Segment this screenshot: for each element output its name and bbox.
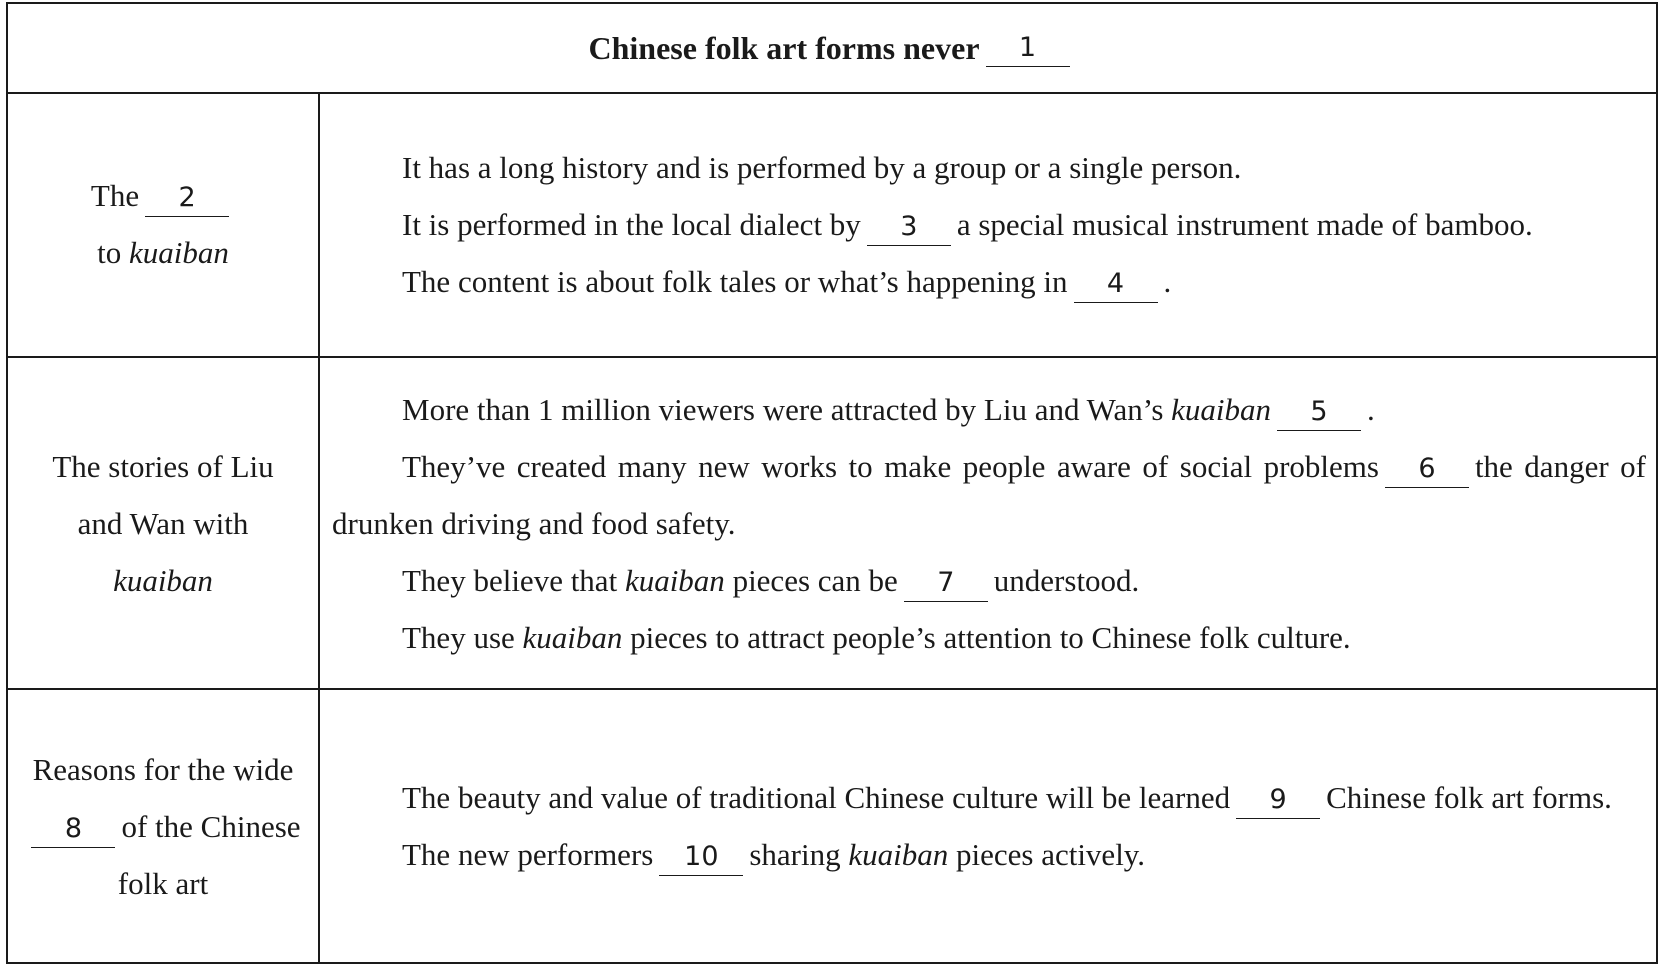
list-item: It has a long history and is performed by a group or a single person. (402, 149, 1242, 185)
title-text: Chinese folk art forms never (588, 29, 980, 66)
blank-3: 3 (867, 209, 951, 246)
row-content (320, 358, 1656, 688)
blank-4: 4 (1074, 266, 1158, 303)
table-row (8, 92, 1656, 358)
list-item: The beauty and value of traditional Chinese culture will be learned 9 Chinese folk art forms. (332, 769, 1646, 826)
list-item: They use kuaiban pieces to attract people’s attention to Chinese folk culture. (402, 619, 1351, 655)
blank-5: 5 (1277, 394, 1361, 431)
blank-6: 6 (1385, 451, 1469, 488)
blank-7: 7 (904, 565, 988, 602)
blank-10: 10 (659, 839, 743, 876)
table-row (8, 358, 1656, 690)
row-heading: Reasons for the wide8 of the Chinese folk art (8, 690, 320, 962)
blank-2: 2 (145, 180, 229, 217)
list-item: The content is about folk tales or what’s happening in 4 . (332, 253, 1646, 310)
list-item: More than 1 million viewers were attracted by Liu and Wan’s kuaiban 5 . (332, 381, 1646, 438)
row-content (320, 690, 1656, 962)
list-item: They believe that kuaiban pieces can be 7 understood. (332, 552, 1646, 609)
table-title (8, 4, 1656, 94)
row-content (320, 92, 1656, 356)
worksheet-table (6, 2, 1658, 964)
table-row (8, 690, 1656, 962)
row-heading: The stories of Liu and Wan with kuaiban (8, 358, 320, 688)
blank-8: 8 (31, 811, 115, 848)
blank-9: 9 (1236, 782, 1320, 819)
list-item: They’ve created many new works to make people aware of social problems 6 the danger of drunken driving and food safety. (332, 448, 1646, 541)
list-item: The new performers 10 sharing kuaiban pieces actively. (332, 826, 1646, 883)
row-heading: The 2 to kuaiban (8, 92, 320, 356)
blank-1: 1 (986, 30, 1070, 67)
list-item: It is performed in the local dialect by 3 a special musical instrument made of bamboo. (332, 196, 1646, 253)
